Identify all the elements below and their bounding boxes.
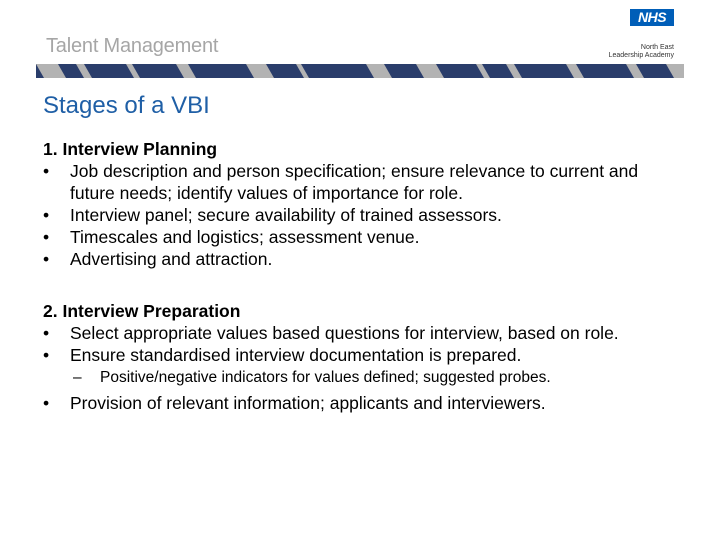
header-title: Talent Management (46, 35, 219, 57)
bullet-dot-icon: • (43, 249, 50, 269)
bullet-dot-icon: • (43, 393, 50, 413)
band-stripes (36, 64, 684, 78)
bullet-item: • Provision of relevant information; applicants and interviewers. (43, 393, 546, 413)
bullet-item: • Select appropriate values based questions for interview, based on role. (43, 323, 619, 343)
bullet-item: • Timescales and logistics; assessment venue. (43, 227, 420, 247)
org-name (609, 44, 674, 60)
bullet-dot-icon: • (43, 345, 50, 365)
org-line-1: North East (640, 44, 674, 51)
slide-title: Stages of a VBI (43, 92, 210, 119)
bullet-item: • Interview panel; secure availability of trained assessors. (43, 205, 502, 225)
bullet-dot-icon: • (43, 227, 50, 247)
sub-bullet-item: – Positive/negative indicators for values defined; suggested probes. (73, 369, 551, 386)
bullet-dot-icon: • (43, 323, 50, 343)
section-title-preparation: 2. Interview Preparation (43, 301, 241, 321)
org-line-2: Leadership Academy (608, 52, 674, 59)
section-title-planning: 1. Interview Planning (43, 139, 218, 159)
section-spacer (43, 270, 683, 300)
bullet-dot-icon: • (43, 205, 50, 225)
slide-content (43, 138, 683, 414)
bullet-item: • Advertising and attraction. (43, 249, 273, 269)
bullet-item: • Job description and person specification; ensure relevance to current and future needs; identify values of importance for role. (43, 161, 639, 203)
bullet-dot-icon: • (43, 161, 50, 181)
header-band (36, 64, 684, 78)
dash-icon: – (73, 369, 82, 386)
nhs-logo: NHS (630, 9, 674, 26)
bullet-item: • Ensure standardised interview documentation is prepared. (43, 345, 522, 365)
